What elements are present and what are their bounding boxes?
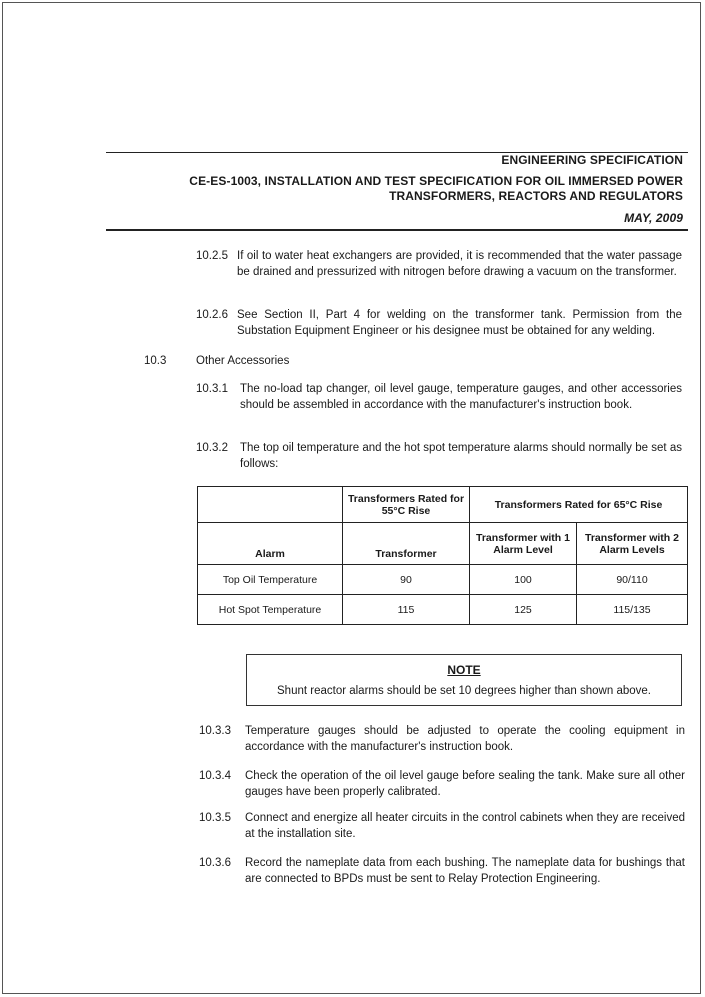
header-bottom-rule	[106, 229, 688, 231]
paragraph-text: Record the nameplate data from each bushing. The nameplate data for bushings that are connected to BPDs must be sent to Relay Protection Engineering.	[245, 857, 685, 885]
paragraph-text: Connect and energize all heater circuits in the control cabinets when they are received at the installation site.	[245, 812, 685, 840]
header-2-alarm-levels: Transformer with 2 Alarm Levels	[577, 523, 688, 565]
note-title: NOTE	[447, 663, 481, 677]
paragraph-text: Check the operation of the oil level gauge before sealing the tank. Make sure all other gauges have been properly calibrated.	[245, 770, 685, 798]
header-transformer: Transformer	[343, 523, 470, 565]
note-box	[246, 654, 682, 706]
section-number: 10.3.4	[199, 770, 231, 782]
section-number: 10.2.5	[196, 250, 228, 262]
header-alarm: Alarm	[198, 523, 343, 565]
paragraph-text: Temperature gauges should be adjusted to operate the cooling equipment in accordance with the manufacturer's instruction book.	[245, 725, 685, 753]
spec-date: MAY, 2009	[624, 211, 683, 225]
value-cell: 90	[343, 565, 470, 595]
header-55c-rise: Transformers Rated for 55°C Rise	[343, 487, 470, 523]
header-1-alarm-level: Transformer with 1 Alarm Level	[470, 523, 577, 565]
value-cell: 100	[470, 565, 577, 595]
value-cell: 115	[343, 595, 470, 625]
alarm-settings-table	[197, 486, 688, 625]
header-65c-rise: Transformers Rated for 65°C Rise	[470, 487, 688, 523]
spec-type: ENGINEERING SPECIFICATION	[501, 153, 683, 167]
section-number: 10.3.1	[196, 383, 228, 395]
section-number: 10.3.6	[199, 857, 231, 869]
value-cell: 125	[470, 595, 577, 625]
paragraph-text: The top oil temperature and the hot spot temperature alarms should normally be set as follows:	[240, 442, 682, 470]
value-cell: 115/135	[577, 595, 688, 625]
table-row	[198, 565, 688, 595]
table-corner-cell	[198, 487, 343, 523]
note-text: Shunt reactor alarms should be set 10 degrees higher than shown above.	[277, 685, 651, 697]
section-number: 10.3	[144, 355, 167, 367]
section-title: Other Accessories	[196, 355, 290, 367]
paragraph-text: The no-load tap changer, oil level gauge, temperature gauges, and other accessories should be assembled in accordance with the manufacturer's instruction book.	[240, 383, 682, 411]
section-number: 10.3.2	[196, 442, 228, 454]
alarm-cell: Hot Spot Temperature	[198, 595, 343, 625]
paragraph-text: See Section II, Part 4 for welding on the transformer tank. Permission from the Substation Equipment Engineer or his designee must be obtained for any welding.	[237, 309, 682, 337]
alarm-cell: Top Oil Temperature	[198, 565, 343, 595]
section-number: 10.3.3	[199, 725, 231, 737]
section-number: 10.3.5	[199, 812, 231, 824]
table-row	[198, 595, 688, 625]
value-cell: 90/110	[577, 565, 688, 595]
section-number: 10.2.6	[196, 309, 228, 321]
spec-title-line1: CE-ES-1003, INSTALLATION AND TEST SPECIFICATION FOR OIL IMMERSED POWER	[189, 174, 683, 188]
paragraph-text: If oil to water heat exchangers are provided, it is recommended that the water passage be drained and pressurized with nitrogen before drawing a vacuum on the transformer.	[237, 250, 682, 278]
spec-title-line2: TRANSFORMERS, REACTORS AND REGULATORS	[389, 189, 683, 203]
